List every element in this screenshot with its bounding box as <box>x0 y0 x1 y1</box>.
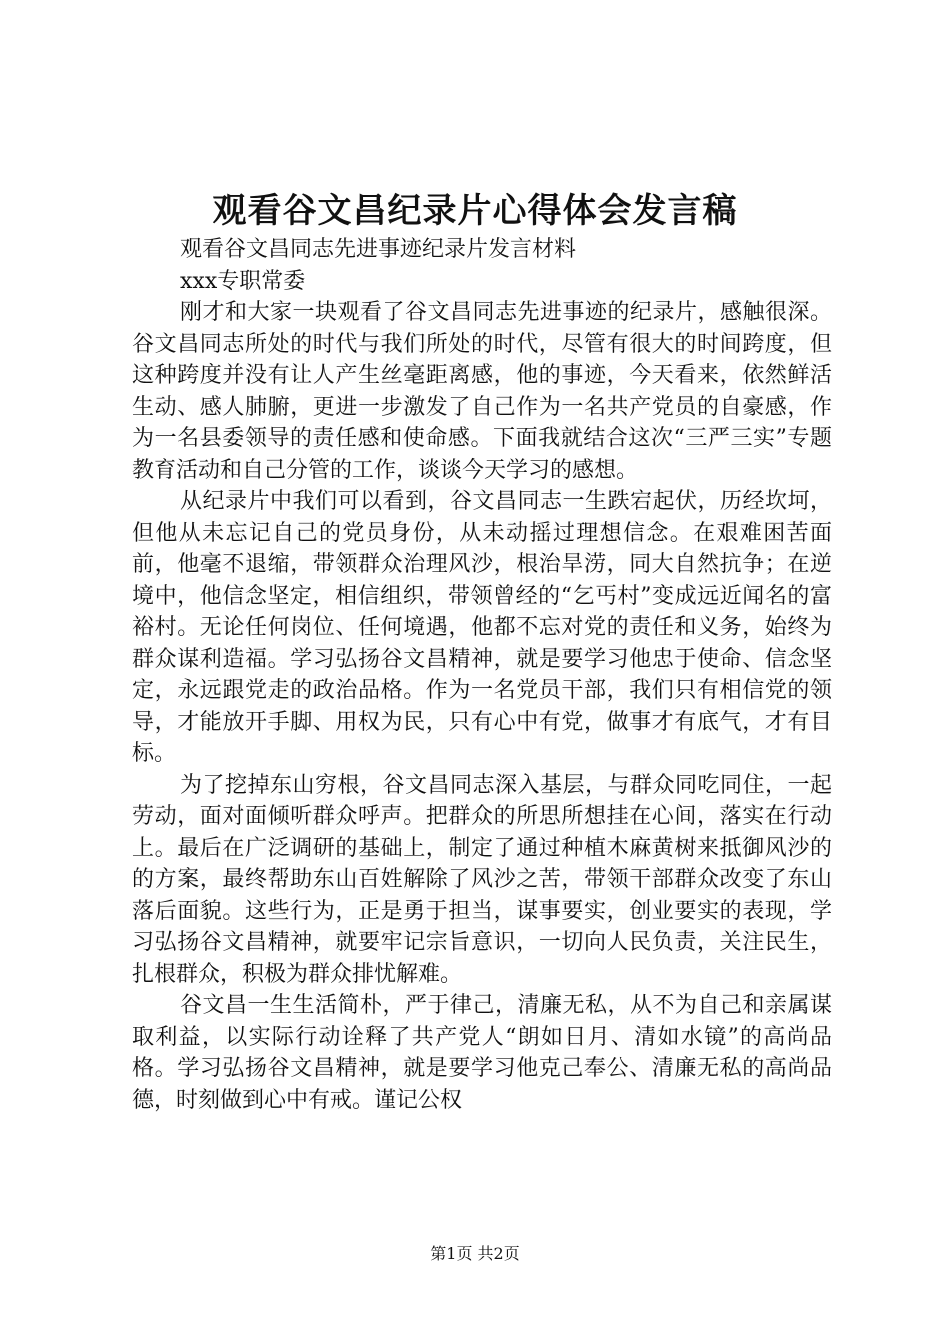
document-subtitle: 观看谷文昌同志先进事迹纪录片发言材料 <box>180 237 577 262</box>
document-author: xxx专职常委 <box>180 268 306 294</box>
page-footer: 第1页 共2页 <box>430 1244 520 1263</box>
paragraph-1: 刚才和大家一块观看了谷文昌同志先进事迹的纪录片，感触很深。谷文昌同志所处的时代与我们所处的时代，尽管有很大的时间跨度，但这种跨度并没有让人产生丝毫距离感，他的事迹，今天看来，依然鲜活生动、感人肺腑，更进一步激发了自己作为一名共产党员的自豪感，作为一名县委领导的责任感和使命感。下面我就结合这次“三严三实”专题教育活动和自己分管的工作，谈谈今天学习的感想。 <box>132 300 832 483</box>
paragraph-3: 为了挖掉东山穷根，谷文昌同志深入基层，与群众同吃同住，一起劳动，面对面倾听群众呼声。把群众的所思所想挂在心间，落实在行动上。最后在广泛调研的基础上，制定了通过种植木麻黄树来抵御风沙的的方案，最终帮助东山百姓解除了风沙之苦，带领干部群众改变了东山落后面貌。这些行为，正是勇于担当，谋事要实，创业要实的表现，学习弘扬谷文昌精神，就要牢记宗旨意识，一切向人民负责，关注民生，扎根群众，积极为群众排忧解难。 <box>132 772 832 987</box>
paragraph-2: 从纪录片中我们可以看到，谷文昌同志一生跌宕起伏，历经坎坷，但他从未忘记自己的党员身份，从未动摇过理想信念。在艰难困苦面前，他毫不退缩，带领群众治理风沙，根治旱涝，同大自然抗争；在逆境中，他信念坚定，相信组织，带领曾经的“乞丐村”变成远近闻名的富裕村。无论任何岗位、任何境遇，他都不忘对党的责任和义务，始终为群众谋利造福。学习弘扬谷文昌精神，就是要学习他忠于使命、信念坚定，永远跟党走的政治品格。作为一名党员干部，我们只有相信党的领导，才能放开手脚、用权为民，只有心中有党，做事才有底气，才有目标。 <box>132 489 832 766</box>
document-body <box>132 234 832 1116</box>
paragraph-4: 谷文昌一生生活简朴，严于律己，清廉无私，从不为自己和亲属谋取利益，以实际行动诠释了共产党人“朗如日月、清如水镜”的高尚品格。学习弘扬谷文昌精神，就是要学习他克己奉公、清廉无私的高尚品德，时刻做到心中有戒。谨记公权 <box>132 993 832 1113</box>
document-title: 观看谷文昌纪录片心得体会发言稿 <box>212 191 738 231</box>
